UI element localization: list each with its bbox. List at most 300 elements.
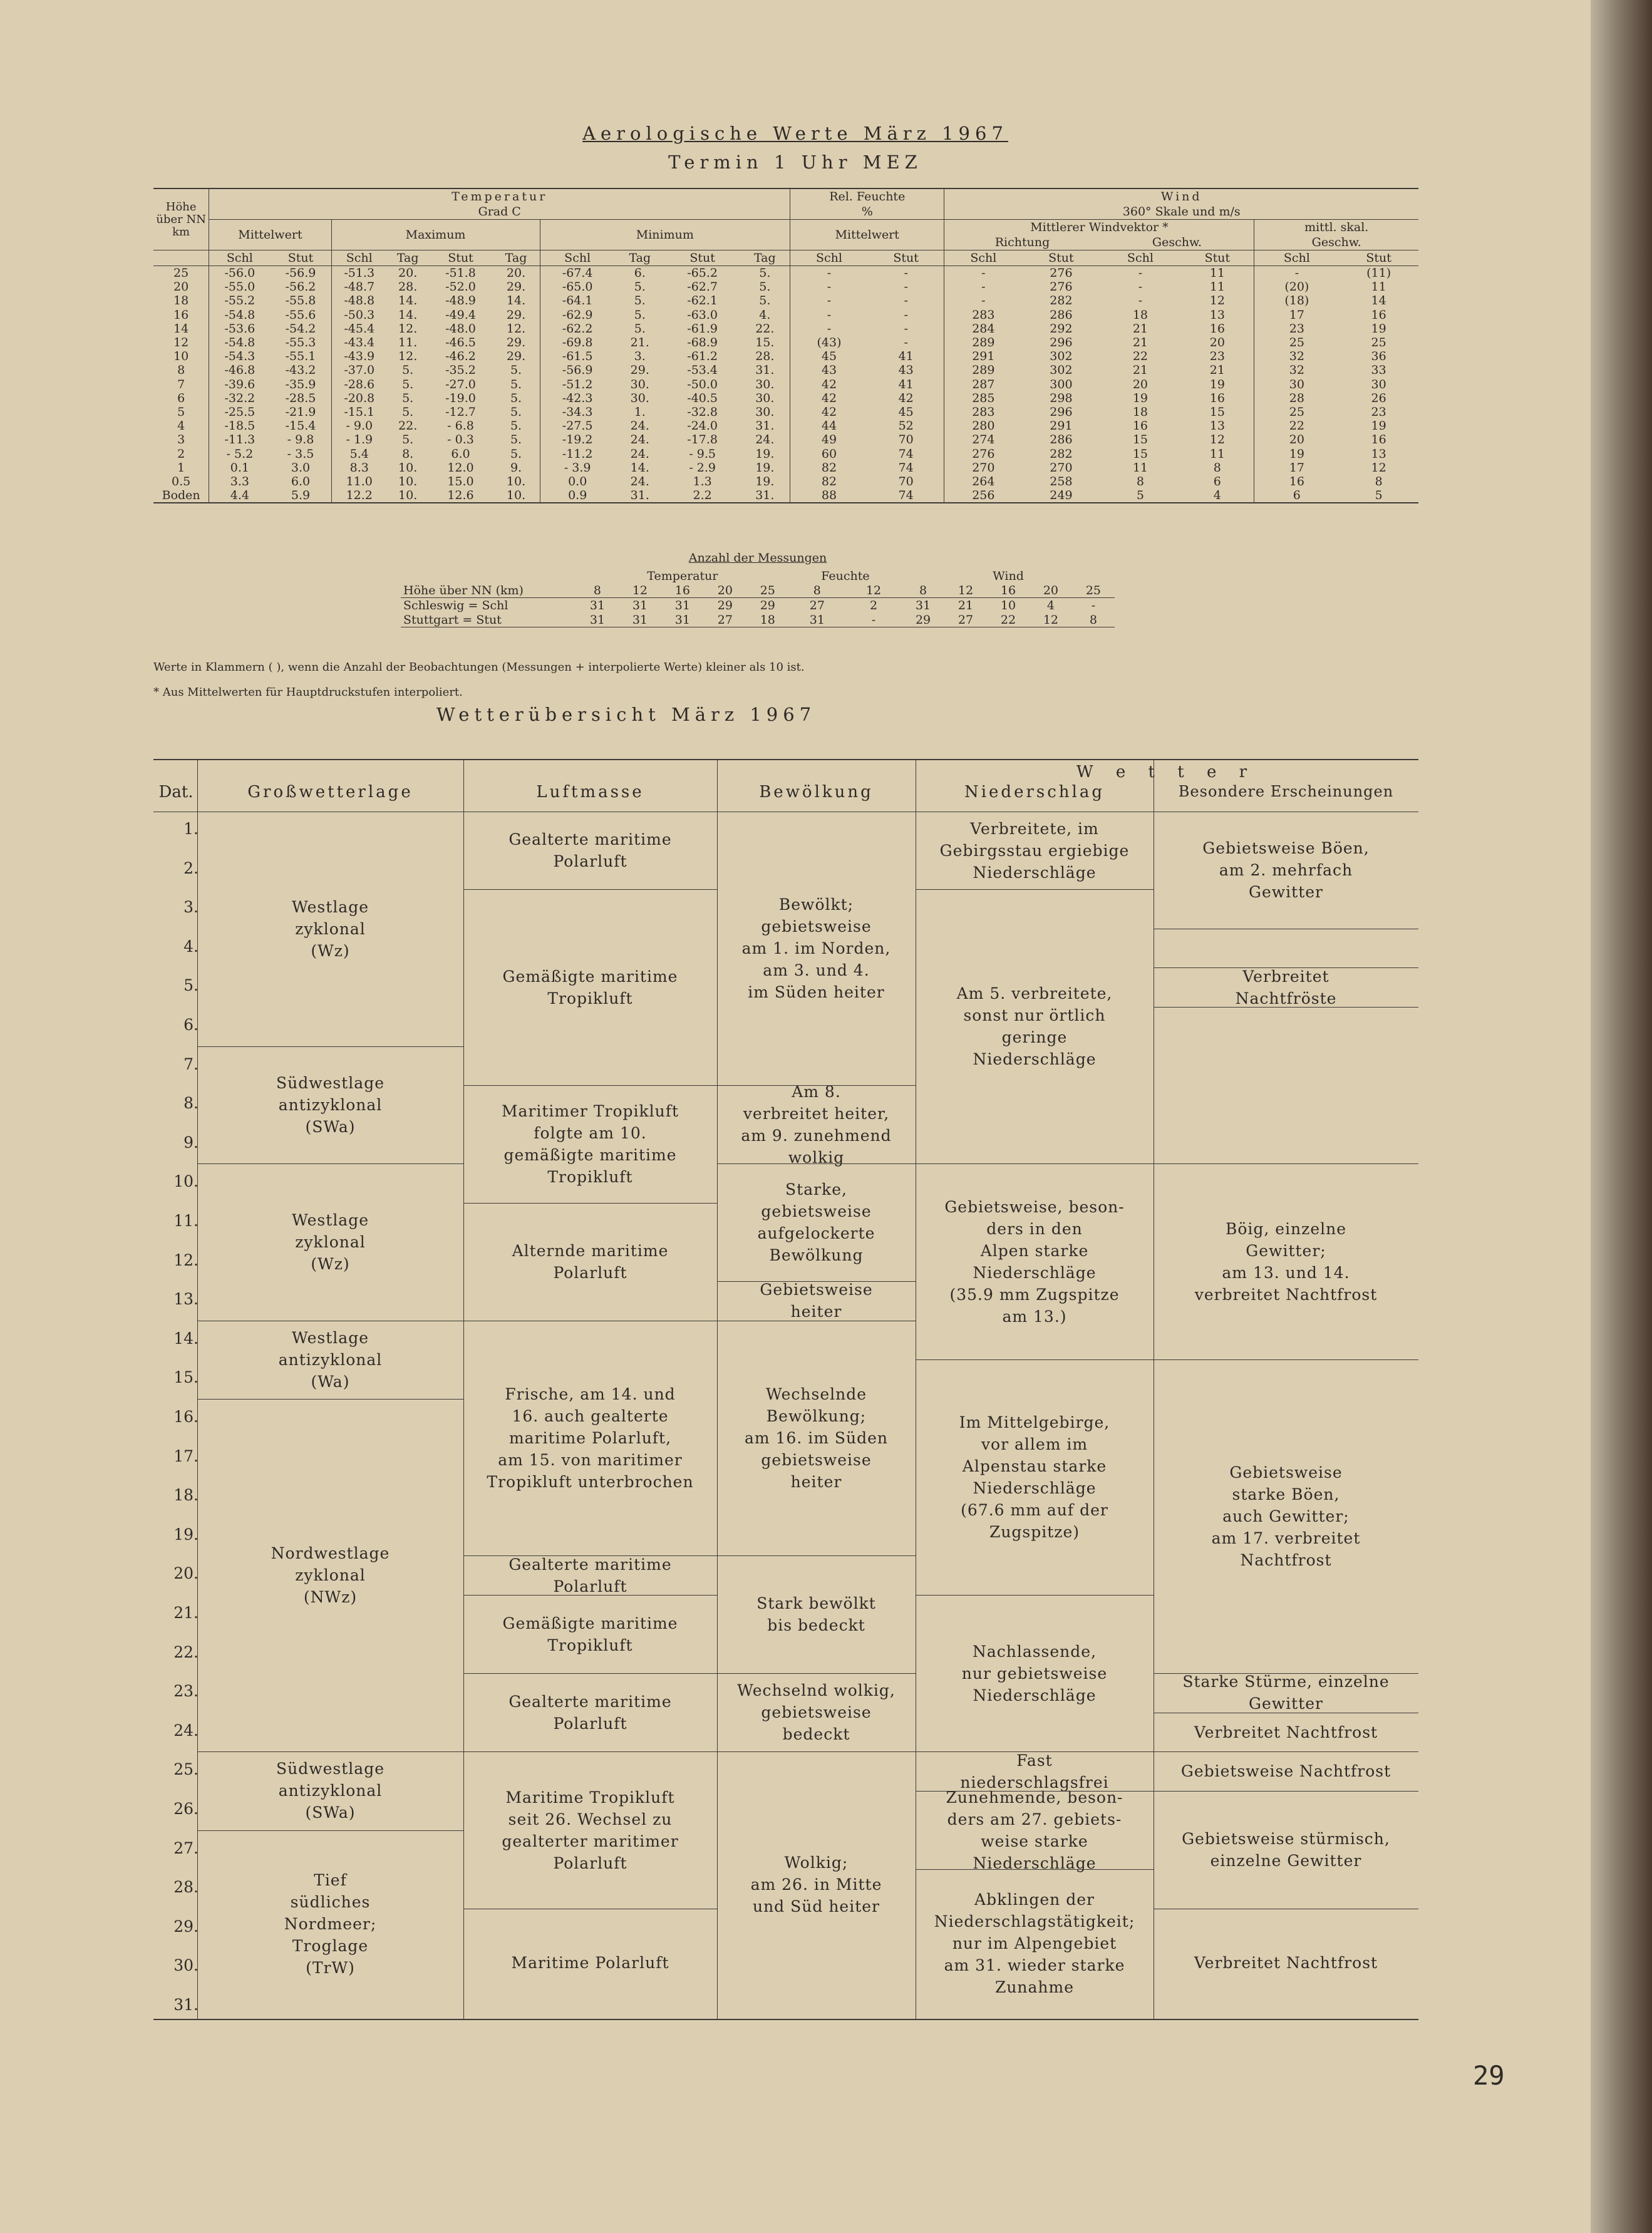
column-label: Stut (665, 250, 740, 266)
book-edge (1591, 0, 1652, 2233)
table-cell: 13 (1209, 307, 1225, 322)
table-cell: -56.0 (209, 266, 271, 281)
table-cell: 15.0 (447, 474, 474, 488)
table-cell: 27 (958, 612, 974, 627)
column-label: Schl (331, 250, 387, 266)
table-cell: 45 (898, 405, 914, 419)
table-cell: 286 (1050, 433, 1073, 447)
table-cell: (18) (1254, 294, 1339, 307)
table-cell: -49.4 (445, 307, 476, 322)
gwl-cell: Südwestlage antizyklonal (SWa) (276, 1760, 385, 1822)
table-cell: - (1138, 294, 1143, 308)
feuchte-mittel-header: Mittelwert (790, 220, 944, 250)
table-cell: 31. (755, 363, 775, 378)
table-cell: 24. (630, 433, 649, 447)
table-cell: -32.2 (209, 391, 271, 405)
table-cell: -67.4 (540, 266, 615, 281)
luft-cell: Maritimer Tropikluft folgte am 10. gemäßigte maritime Tropikluft (501, 1102, 679, 1187)
table-cell: 24. (630, 419, 649, 433)
bew-cell: Starke, gebietsweise aufgelockerte Bewölkung (757, 1180, 875, 1265)
table-cell: -62.9 (540, 308, 615, 322)
table-cell: 280 (944, 419, 1022, 433)
table-cell: 29. (506, 349, 526, 364)
table-cell: 10. (506, 488, 526, 503)
day-label: 23. (173, 1682, 199, 1701)
table-cell: 283 (944, 308, 1022, 322)
table-cell: 19 (1371, 321, 1386, 336)
day-label: 29. (173, 1917, 199, 1936)
table-cell: -61.2 (687, 349, 718, 364)
nied-cell: Gebietsweise, beson- ders in den Alpen starke Niederschläge (35.9 mm Zugspitze am 13.) (944, 1197, 1125, 1326)
column-label: Tag (387, 250, 429, 266)
luft-cell: Gemäßigte maritime Tropikluft (502, 1614, 678, 1654)
table-cell: 5. (634, 280, 646, 294)
table-cell: 20. (506, 266, 526, 281)
level-label: 12 (632, 583, 648, 597)
level-label: 20 (717, 583, 733, 597)
table-cell: 30. (630, 377, 649, 391)
gwl-cell: Nordwestlage zyklonal (NWz) (271, 1544, 390, 1607)
nied-cell: Zunehmende, beson- ders am 27. gebiets- weise starke Niederschläge (946, 1788, 1123, 1872)
table-cell: -34.3 (540, 405, 615, 419)
luft-cell: Gealterte maritime Polarluft (509, 830, 672, 871)
table-cell: 12. (506, 321, 526, 336)
column-label: Stut (1180, 250, 1254, 266)
table-cell: 298 (1050, 391, 1073, 405)
day-label: 22. (173, 1643, 199, 1661)
table-cell: 15 (1132, 446, 1148, 461)
table-cell: (11) (1366, 266, 1391, 281)
counts-hoehe: Höhe über NN (km) (403, 583, 524, 597)
column-label: Stut (868, 250, 944, 266)
gwl-cell: Tief südliches Nordmeer; Troglage (TrW) (284, 1870, 377, 1977)
table-cell: 8.3 (331, 461, 387, 475)
level-label: 8 (919, 583, 927, 597)
table-cell: 296 (1050, 405, 1073, 419)
table-cell: -27.0 (445, 377, 476, 391)
table-cell: 20 (1254, 433, 1339, 446)
table-cell: -62.2 (540, 322, 615, 336)
table-cell: -46.5 (445, 336, 476, 350)
table-cell: 3. (634, 349, 646, 364)
table-cell: 27 (809, 598, 825, 612)
table-cell: 49 (790, 433, 868, 446)
table-cell: 4 (1213, 488, 1221, 503)
table-cell: 82 (790, 475, 868, 488)
table-row (153, 475, 1418, 488)
table-row (153, 266, 1418, 281)
bes-cell: Verbreitet Nachtfröste (1235, 967, 1337, 1008)
table-cell: 5. (510, 377, 522, 391)
table-cell: 22 (1132, 349, 1148, 364)
bes-cell: Böig, einzelne Gewitter; am 13. und 14. verbreitet Nachtfrost (1194, 1219, 1378, 1304)
table-cell: 21 (1209, 363, 1225, 378)
table-cell: 8. (402, 446, 414, 461)
table-cell: (20) (1254, 280, 1339, 294)
table-cell: 5.9 (291, 488, 311, 503)
table-cell: 74 (898, 488, 914, 503)
table-cell: 12. (398, 349, 418, 364)
table-cell: -54.8 (209, 336, 271, 349)
table-cell: - (790, 266, 868, 281)
table-row (153, 363, 1418, 377)
table-cell: -35.2 (445, 363, 476, 378)
table-cell: 36 (1371, 349, 1386, 364)
column-label: Tag (493, 250, 540, 266)
table-cell: 302 (1050, 363, 1073, 378)
luft-cell: Maritime Polarluft (511, 1954, 669, 1973)
row-height-label: 1 (177, 460, 185, 475)
day-label: 17. (173, 1447, 199, 1465)
table-cell: 285 (944, 391, 1022, 405)
table-cell: 26 (1371, 391, 1386, 405)
level-label: 25 (1085, 583, 1102, 597)
table-cell: 52 (898, 419, 914, 433)
column-label: Tag (615, 250, 665, 266)
bes-cell: Gebietsweise stürmisch, einzelne Gewitter (1182, 1829, 1390, 1870)
bew-cell: Gebietsweise heiter (760, 1281, 873, 1321)
table-cell: 29. (506, 336, 526, 350)
table-cell: 11 (1371, 280, 1386, 294)
table-cell: -53.6 (209, 322, 271, 336)
table-cell: 32 (1254, 363, 1339, 377)
table-cell: 5. (634, 307, 646, 322)
luft-cell: Maritime Tropikluft seit 26. Wechsel zu gealterter maritimer Polarluft (502, 1788, 679, 1872)
table-cell: 2 (869, 598, 878, 612)
table-cell: 33 (1371, 363, 1386, 378)
table-cell: 25 (1254, 336, 1339, 349)
row-height-label: 10 (173, 349, 189, 364)
table-cell: 3.3 (209, 475, 271, 488)
table-cell: 5. (402, 377, 414, 391)
table-cell: - (790, 308, 868, 322)
wetter-header: W e t t e r (1076, 763, 1256, 781)
row-height-label: 5 (177, 405, 185, 419)
temperatur-header: Temperatur (209, 188, 790, 204)
table-cell: 23 (1371, 405, 1386, 419)
table-cell: 31. (755, 488, 775, 503)
luft-cell: Gemäßigte maritime Tropikluft (502, 967, 678, 1008)
minimum-header: Minimum (540, 220, 790, 250)
table-cell: 5. (402, 405, 414, 419)
table-row (153, 308, 1418, 322)
table-cell: 21 (1132, 321, 1148, 336)
table-cell: 22 (1000, 612, 1016, 627)
row-height-label: 3 (177, 433, 185, 447)
table-cell: 16 (1371, 433, 1386, 447)
table-cell: 302 (1050, 349, 1073, 364)
table-cell: 30. (755, 405, 775, 419)
table-cell: 19. (755, 446, 775, 461)
table-cell: 276 (1050, 266, 1073, 281)
bew-cell: Wechselnde Bewölkung; am 16. im Süden gebietsweise heiter (744, 1385, 889, 1492)
geschw-header: Geschw. (1100, 235, 1254, 250)
table-cell: 27 (717, 612, 733, 627)
weather-table (153, 759, 1418, 2020)
table-cell: 42 (790, 378, 868, 391)
windvektor-header: Mittlerer Windvektor * (944, 220, 1254, 235)
table-cell: - (1254, 266, 1339, 281)
table-cell: -55.6 (285, 307, 316, 322)
table-cell: 22 (1254, 419, 1339, 433)
counts-feuchte: Feuchte (821, 569, 870, 583)
table-cell: -24.0 (687, 419, 718, 433)
table-row (401, 612, 1115, 627)
table-cell: 10. (398, 488, 418, 503)
table-cell: 28 (1254, 391, 1339, 405)
table-cell: -21.9 (285, 405, 316, 419)
table-cell: -15.4 (285, 419, 316, 433)
table-cell: -39.6 (209, 378, 271, 391)
table-cell: 25 (1371, 336, 1386, 350)
table-cell: - (904, 336, 908, 350)
table-cell: -43.9 (331, 349, 387, 363)
richtung-header: Richtung (944, 235, 1100, 250)
table-cell: 5. (634, 294, 646, 308)
table-cell: 23 (1254, 322, 1339, 336)
day-label: 27. (173, 1838, 199, 1857)
table-cell: -51.3 (331, 266, 387, 281)
table-cell: 6. (634, 266, 646, 281)
table-row (153, 433, 1418, 446)
table-cell: 21 (1132, 363, 1148, 378)
table-cell: 29. (506, 307, 526, 322)
bew-cell: Wolkig; am 26. in Mitte und Süd heiter (750, 1854, 882, 1916)
table-cell: 12 (1209, 433, 1225, 447)
bew-cell: Bewölkt; gebietsweise am 1. im Norden, am 3. und 4. im Süden heiter (741, 895, 891, 1002)
table-cell: 19 (1254, 446, 1339, 460)
row-height-label: 8 (177, 363, 185, 378)
table-cell: -64.1 (540, 294, 615, 307)
table-cell: 60 (790, 446, 868, 460)
wind-unit: 360° Skale und m/s (944, 204, 1418, 220)
table-cell: 5. (402, 363, 414, 378)
table-cell: -53.4 (687, 363, 718, 378)
table-cell: 16 (1371, 307, 1386, 322)
table-cell: 30 (1371, 377, 1386, 391)
row-height-label: 14 (173, 321, 189, 336)
table-cell: -68.9 (687, 336, 718, 350)
bes-cell: Gebietsweise Böen, am 2. mehrfach Gewitter (1202, 838, 1370, 901)
table-cell: 15. (755, 336, 775, 350)
table-cell: 21 (1132, 336, 1148, 350)
bes-cell: Starke Stürme, einzelne Gewitter (1182, 1673, 1390, 1713)
table-cell: 4. (759, 307, 771, 322)
row-height-label: Boden (162, 488, 200, 503)
table-cell: -50.0 (687, 377, 718, 391)
table-cell: - 1.9 (331, 433, 387, 446)
table-cell: 11 (1209, 266, 1225, 281)
table-cell: 29 (915, 612, 931, 627)
luft-cell: Gealterte maritime Polarluft (509, 1555, 672, 1596)
table-cell: -54.3 (209, 349, 271, 363)
table-cell: 291 (944, 349, 1022, 363)
table-cell: 70 (898, 433, 914, 447)
table-cell: - (904, 280, 908, 294)
day-label: 18. (173, 1486, 199, 1505)
bew-cell: Am 8. verbreitet heiter, am 9. zunehmend wolkig (741, 1082, 892, 1167)
table-cell: -17.8 (687, 433, 718, 447)
table-cell: 32 (1254, 349, 1339, 363)
table-cell: 296 (1050, 336, 1073, 350)
day-label: 7. (183, 1055, 199, 1073)
table-cell: 70 (898, 474, 914, 488)
table-row (401, 598, 1115, 613)
bes-cell: Verbreitet Nachtfrost (1194, 1723, 1378, 1741)
table-cell: 9. (510, 460, 522, 475)
table-cell: -61.5 (540, 349, 615, 363)
table-cell: 43 (790, 363, 868, 377)
day-label: 1. (183, 820, 199, 838)
nied-cell: Verbreitete, im Gebirgsstau ergiebige Niederschläge (939, 819, 1130, 882)
table-cell: -43.2 (285, 363, 316, 378)
header-grosswetterlage: Großwetterlage (247, 783, 413, 802)
note-interpoliert: * Aus Mittelwerten für Hauptdruckstufen interpoliert. (153, 686, 463, 699)
table-cell: 31 (809, 612, 825, 627)
table-cell: - (904, 294, 908, 308)
table-cell: 21. (630, 336, 649, 350)
table-cell: -69.8 (540, 336, 615, 349)
table-cell: - (904, 321, 908, 336)
table-cell: 30 (1254, 378, 1339, 391)
header-besondere: Besondere Erscheinungen (1178, 783, 1394, 800)
row-height-label: 12 (173, 336, 189, 350)
gwl-cell: Südwestlage antizyklonal (SWa) (276, 1073, 385, 1136)
column-label: Schl (540, 250, 615, 266)
table-cell: (43) (790, 336, 868, 349)
day-label: 5. (183, 976, 199, 995)
counts-title: Anzahl der Messungen (688, 551, 827, 565)
table-cell: -55.2 (209, 294, 271, 307)
luft-cell: Frische, am 14. und 16. auch gealterte maritime Polarluft, am 15. von maritimer Tropikluft unterbrochen (487, 1385, 694, 1492)
table-cell: 6.0 (291, 474, 311, 488)
column-label: Schl (944, 250, 1022, 266)
level-label: 12 (865, 583, 882, 597)
day-label: 26. (173, 1800, 199, 1818)
table-cell: 43 (898, 363, 914, 378)
table-cell: -37.0 (331, 363, 387, 377)
day-label: 15. (173, 1368, 199, 1387)
table-cell: -43.4 (331, 336, 387, 349)
table-cell: -65.2 (687, 266, 718, 281)
column-label: Schl (1254, 250, 1339, 266)
table-cell: 12.6 (447, 488, 474, 503)
hoehe-header: Höhe über NN km (153, 188, 209, 250)
aero-subtitle: Termin 1 Uhr MEZ (668, 152, 922, 173)
counts-table (401, 569, 1115, 627)
table-cell: 16 (1209, 391, 1225, 405)
table-cell: 31 (589, 612, 606, 627)
table-cell: 6.0 (451, 446, 470, 461)
table-cell: 15 (1209, 405, 1225, 419)
row-height-label: 16 (173, 307, 189, 322)
table-cell: 12 (1043, 612, 1058, 627)
table-cell: 11 (1209, 280, 1225, 294)
wx-title: Wetterübersicht März 1967 (436, 704, 817, 725)
nied-cell: Im Mittelgebirge, vor allem im Alpenstau starke Niederschläge (67.6 mm auf der Zugspitze) (959, 1413, 1110, 1542)
table-cell: 5. (510, 391, 522, 405)
table-cell: 14. (398, 294, 418, 308)
table-cell: - 9.8 (287, 433, 314, 447)
column-label: Stut (1339, 250, 1418, 266)
row-height-label: 4 (177, 419, 185, 433)
row-height-label: 25 (173, 266, 189, 281)
column-label: Stut (1022, 250, 1100, 266)
table-cell: 0.0 (540, 475, 615, 488)
header-dat: Dat. (158, 783, 194, 802)
table-cell: -54.2 (285, 321, 316, 336)
station-label: Schleswig = Schl (403, 598, 509, 612)
note-klammern: Werte in Klammern ( ), wenn die Anzahl der Beobachtungen (Messungen + interpolierte Werte) kleiner als 10 ist. (153, 661, 805, 674)
table-cell: 30. (755, 377, 775, 391)
table-cell: 5.4 (331, 446, 387, 460)
table-cell: - (790, 294, 868, 307)
table-cell: -51.2 (540, 378, 615, 391)
table-cell: 10 (1000, 598, 1016, 612)
table-cell: -46.2 (445, 349, 476, 364)
table-cell: -28.6 (331, 378, 387, 391)
table-cell: 24. (755, 433, 775, 447)
table-row (153, 488, 1418, 503)
table-cell: -48.8 (331, 294, 387, 307)
table-cell: 88 (790, 488, 868, 503)
table-cell: 13 (1209, 419, 1225, 433)
table-cell: 287 (944, 378, 1022, 391)
table-cell: 19. (755, 460, 775, 475)
day-label: 16. (173, 1408, 199, 1426)
table-cell: 14. (398, 307, 418, 322)
table-cell: 1.3 (693, 474, 712, 488)
table-cell: 284 (944, 322, 1022, 336)
day-label: 30. (173, 1956, 199, 1975)
table-cell: 1. (634, 405, 646, 419)
gwl-cell: Westlage antizyklonal (Wa) (278, 1328, 383, 1391)
table-cell: - (1138, 280, 1143, 294)
table-cell: 82 (790, 461, 868, 475)
table-cell: -65.0 (540, 280, 615, 294)
bes-cell: Gebietsweise starke Böen, auch Gewitter; am 17. verbreitet Nachtfrost (1211, 1463, 1361, 1570)
bes-cell: Gebietsweise Nachtfrost (1180, 1762, 1391, 1781)
day-label: 2. (183, 859, 199, 877)
table-cell: 25 (1254, 405, 1339, 419)
day-label: 28. (173, 1878, 199, 1897)
table-cell: 270 (944, 461, 1022, 475)
row-height-label: 7 (177, 377, 185, 391)
table-cell: 31 (632, 612, 648, 627)
row-height-label: 0.5 (172, 474, 191, 488)
table-cell: -48.0 (445, 321, 476, 336)
table-row (153, 446, 1418, 460)
table-cell: -25.5 (209, 405, 271, 419)
table-cell: -52.0 (445, 280, 476, 294)
table-cell: 29. (630, 363, 649, 378)
table-cell: - 2.9 (689, 460, 716, 475)
table-cell: 20 (1209, 336, 1225, 350)
day-label: 12. (173, 1251, 199, 1269)
mittl-skal-header: mittl. skal. (1254, 220, 1418, 235)
bes-cell: Verbreitet Nachtfrost (1194, 1954, 1378, 1973)
day-label: 19. (173, 1525, 199, 1544)
table-cell: -46.8 (209, 363, 271, 377)
table-cell: 31 (674, 598, 690, 612)
table-cell: 19. (755, 474, 775, 488)
table-row (153, 280, 1418, 294)
table-cell: 5. (510, 405, 522, 419)
feuchte-unit: % (790, 204, 944, 220)
table-cell: - (944, 266, 1022, 281)
table-cell: 5. (634, 321, 646, 336)
header-bewoelkung: Bewölkung (759, 783, 874, 802)
